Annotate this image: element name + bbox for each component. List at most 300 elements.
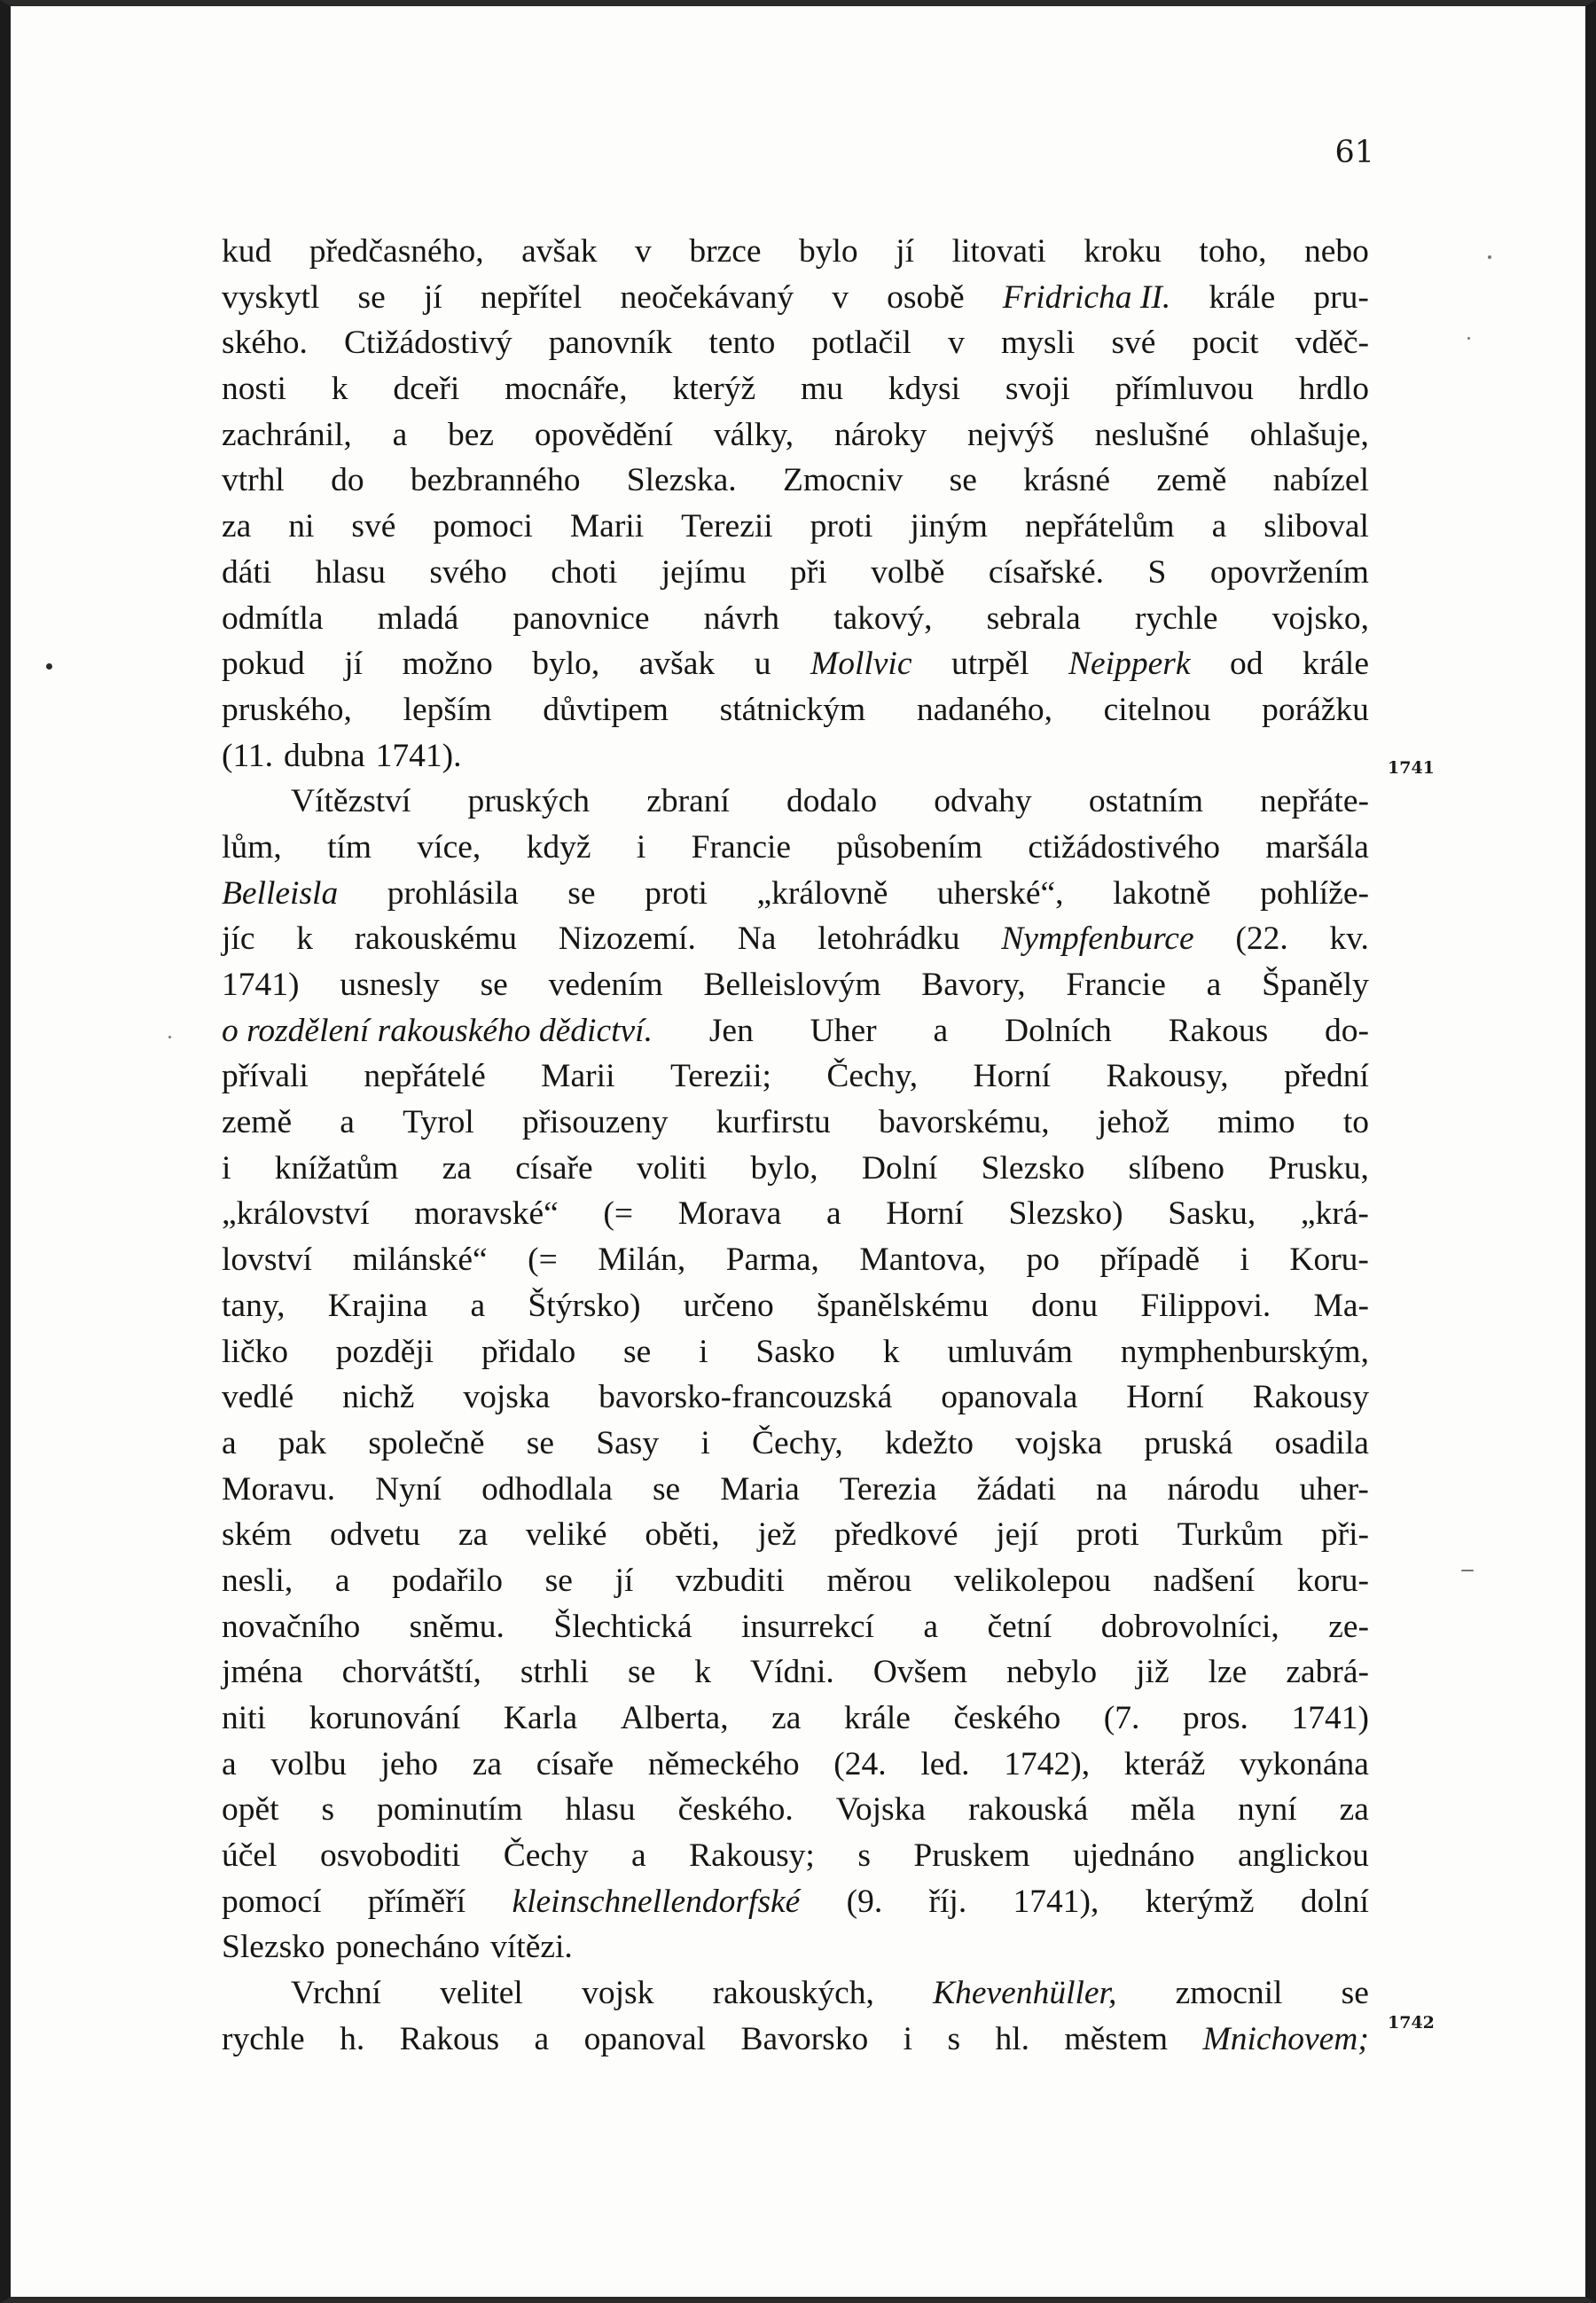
word: mysli [1000,325,1076,362]
word: později [335,1333,434,1370]
word: rakouských, [712,1975,874,2012]
word: osobě [887,278,965,316]
word: maršála [1265,828,1369,866]
word: odmítla [222,599,324,637]
word: v [948,325,965,362]
word: císaře [536,1745,614,1782]
margin-year-note: 1741 [1388,758,1435,778]
word: „království [222,1195,370,1233]
word: na [1096,1470,1128,1508]
word: oběti, [645,1516,720,1554]
word: od [1230,646,1264,683]
word: jíc [222,920,255,958]
word: pominutím [376,1791,523,1829]
word: vděč- [1295,325,1369,362]
word: i [700,1424,710,1461]
word: Rakousy; [689,1837,815,1875]
word: státnickým [719,691,866,728]
word: pomoci [433,508,533,545]
word: nadšení [1153,1562,1256,1599]
word: Vídni. [750,1654,834,1691]
word: umluvám [947,1333,1073,1370]
text-line [222,1329,1369,1375]
word: národu [1167,1470,1260,1508]
word: velikolepou [953,1562,1111,1599]
word: při- [1320,1516,1369,1554]
word: vítězi. [490,1929,573,1966]
word: opanovala [941,1379,1078,1416]
word: sebrala [986,599,1081,637]
word: S [1147,553,1167,591]
word: ličko [222,1333,288,1370]
text-line [222,1283,1369,1329]
word: vedlé [222,1379,294,1416]
word: kv. [1329,920,1369,958]
word: Mnichovem; [1202,2020,1369,2057]
word: když [526,828,591,866]
word: Rakous [1168,1012,1269,1049]
word: Vítězství [291,783,411,820]
text-line [222,1970,1369,2017]
word: to [1342,1104,1369,1141]
word: lepším [403,691,492,728]
word: Pruskem [913,1837,1030,1875]
word: mocnáře, [505,371,628,408]
word: sliboval [1264,508,1369,545]
word: slíbeno [1128,1149,1224,1187]
word: jehož [1097,1104,1170,1141]
word: příměří [367,1883,466,1920]
word: Dolní [861,1149,938,1187]
word: hrdlo [1298,371,1369,408]
word: a [334,1562,350,1599]
text-line [222,596,1369,642]
word: hlasu [565,1791,636,1829]
word: po [1026,1242,1060,1279]
word: (11. [222,737,273,774]
word: Francie [691,828,792,866]
text-line [222,1054,1369,1100]
word: knížatům [274,1149,399,1187]
word: s [947,2020,961,2057]
word: předčasného, [309,233,484,270]
text-line [222,366,1369,412]
margin-year-note: 1742 [1388,2013,1435,2033]
word: za [222,508,252,545]
word: se [480,967,508,1003]
word: pruská [1144,1424,1233,1461]
word: pohlíže- [1260,874,1369,912]
word: Belleisla [222,874,339,912]
text-line [222,1879,1369,1925]
word: „krá- [1300,1195,1369,1233]
word: milánské“ [352,1242,488,1279]
word: českého [953,1700,1061,1736]
word: jiným [910,508,988,545]
text-line [222,1191,1369,1237]
text-line [222,275,1369,321]
word: bylo, [750,1149,818,1187]
word: k [694,1654,711,1691]
word: vojska [1015,1424,1103,1461]
word: kdežto [885,1424,974,1461]
word: kteráž [1123,1745,1206,1782]
word: Ctižádostivý [344,325,512,362]
word: Slezsko [222,1929,325,1966]
word: Terezii [681,508,773,545]
word: země [1156,462,1227,499]
word: proti [810,508,873,545]
word: Belleislovým [703,967,881,1003]
word: měrou [826,1562,912,1599]
word: (22. [1235,920,1288,958]
word: 1741), [1013,1883,1099,1920]
word: nymphenburským, [1120,1333,1369,1370]
word: donu [1031,1287,1099,1324]
word: anglickou [1238,1837,1369,1875]
word: se [623,1333,652,1370]
word: (9. [846,1883,883,1920]
word: opět [222,1791,279,1829]
word: se [567,874,596,912]
margin-ink-dot [46,663,52,670]
word: jeho [380,1745,439,1782]
word: ze- [1328,1608,1369,1645]
word: nichž [342,1379,415,1416]
word: veliké [525,1516,607,1554]
word: ském [222,1516,293,1554]
word: nepřátelům [1024,508,1175,545]
word: do- [1325,1012,1369,1049]
word: kleinschnellendorfské [512,1883,801,1920]
word: císařské. [988,553,1105,591]
word: dodalo [786,783,878,820]
word: a [1206,967,1222,1003]
text-line [222,779,1369,825]
word: a [534,2020,550,2057]
word: voliti [637,1149,708,1187]
word: kterýž [672,371,756,408]
word: bylo, [532,646,600,683]
word: jména [222,1654,303,1691]
text-line [222,916,1369,962]
word: letohrádku [818,920,960,958]
word: opovržením [1209,553,1369,591]
word: mladá [377,599,459,637]
text-line [222,1924,1369,1970]
word: i [222,1149,231,1187]
word: a [222,1745,237,1782]
word: svoji [1005,371,1070,408]
word: lakotně [1113,874,1211,912]
word: kdysi [888,371,961,408]
word: Bavorsko [740,2020,869,2057]
word: osvoboditi [319,1837,461,1875]
word: Čechy [503,1837,589,1875]
word: se [949,462,977,499]
word: opanoval [583,2020,707,2057]
word: Horní [1126,1379,1204,1416]
word: niti [222,1700,267,1736]
word: rychle [222,2020,305,2057]
word: Prusku, [1268,1149,1369,1187]
word: ctižádostivého [1028,828,1220,866]
word: vzbuditi [675,1562,785,1599]
word: za [771,1700,802,1736]
word: vojsk [582,1975,654,2012]
word: pruských [467,783,591,820]
word: Vojska [835,1791,927,1829]
word: kroku [1084,233,1162,270]
text-line [222,320,1369,366]
word: působením [836,828,982,866]
word: moravské“ [414,1195,559,1233]
word: za [458,1516,489,1554]
text-line [222,1421,1369,1467]
word: v [832,278,849,316]
word: kterýmž [1145,1883,1255,1920]
word: určeno [683,1287,774,1324]
word: led. [920,1745,970,1782]
word: se [652,1470,681,1508]
text-line [222,1008,1369,1054]
word: Nympfenburce [1001,920,1194,958]
word: nadaného, [916,691,1052,728]
word: Krajina [327,1287,428,1324]
word: nebo [1303,233,1369,270]
word: podařilo [392,1562,504,1599]
word: proti [1076,1516,1139,1554]
word: případě [1099,1242,1200,1279]
word: přívali [222,1058,309,1095]
word: předkové [833,1516,958,1554]
word: Milán, [598,1242,686,1279]
word: Vrchní [291,1975,381,2012]
word: německého [647,1745,800,1782]
word: Ovšem [872,1654,968,1691]
word: zabrá- [1286,1654,1369,1691]
word: Marii [541,1058,615,1095]
word: českého. [677,1791,794,1829]
word: Dolních [1004,1012,1112,1049]
word: Parma, [725,1242,819,1279]
word: 1741) [222,967,300,1003]
word: krále [1303,646,1369,683]
word: Zmocniv [782,462,904,499]
word: usnesly [340,967,440,1003]
word: bez [448,416,495,453]
word: krále [843,1700,911,1736]
word: k [296,920,313,958]
word: lze [1208,1654,1248,1691]
word: nesli, [222,1562,293,1599]
word: do [331,462,364,499]
word: lům, [222,828,282,866]
word: přední [1284,1058,1369,1095]
word: novačního [222,1608,361,1645]
word: avšak [638,646,716,683]
word: a [1211,508,1227,545]
word: brzce [689,233,762,270]
word: insurrekcí [740,1608,874,1645]
word: Mantova, [859,1242,987,1279]
word: Koru- [1289,1242,1369,1279]
word: Horní [973,1058,1052,1095]
word: její [996,1516,1039,1554]
word: tento [708,325,776,362]
word: se [526,1424,555,1461]
word: země [222,1104,293,1141]
word: jí [614,1562,634,1599]
word: přímluvou [1115,371,1254,408]
word: návrh [703,599,779,637]
word: se [628,1654,656,1691]
word: 1741) [1291,1700,1369,1736]
word: mu [801,371,843,408]
text-line [222,962,1369,1008]
word: Terezia [839,1470,937,1508]
word: Jen [708,1012,754,1049]
word: ni [288,508,315,545]
word: důvtipem [543,691,669,728]
word: Slezska. [626,462,737,499]
word: za [1339,1791,1369,1829]
word: účel [222,1837,278,1875]
word: nepřáte- [1260,783,1369,820]
word: odvetu [329,1516,421,1554]
paper-speck [168,1036,171,1038]
word: a [470,1287,486,1324]
word: bylo [799,233,858,270]
word: Filippovi. [1140,1287,1271,1324]
text-line [222,458,1369,504]
word: Sasku, [1168,1195,1256,1233]
word: uherské“, [936,874,1064,912]
word: říj. [928,1883,967,1920]
word: odhodlala [481,1470,613,1508]
word: koru- [1296,1562,1369,1599]
word: jí [344,646,364,683]
word: o rozdělení rakouského dědictví. [222,1012,653,1049]
word: vtrhl [222,462,285,499]
word: dobrovolníci, [1100,1608,1279,1645]
word: nepřátelé [364,1058,486,1095]
word: mimo [1217,1104,1295,1141]
word: společně [368,1424,485,1461]
word: dáti [222,553,272,591]
word: neočekávaný [620,278,794,316]
word: vedením [548,967,663,1003]
word: prohlásila [387,874,519,912]
word: odvahy [934,783,1032,820]
word: jež [757,1516,797,1554]
text-line [222,687,1369,733]
word: Horní [886,1195,964,1233]
word: h. [340,2020,365,2057]
word: pru- [1313,278,1369,316]
word: Fridricha II. [1002,278,1171,316]
text-line [222,2017,1369,2063]
word: volbu [270,1745,347,1782]
word: Rakous [399,2020,500,2057]
word: ského. [222,325,308,362]
word: a [631,1837,646,1875]
word: Alberta, [620,1700,729,1736]
word: pros. [1182,1700,1248,1736]
text-line [222,733,1369,779]
word: přisouzeny [521,1104,669,1141]
word: Nyní [375,1470,442,1508]
word: tím [327,828,372,866]
word: nabízel [1272,462,1369,499]
word: k [331,371,348,408]
page-number: 61 [1334,135,1374,170]
word: pak [278,1424,327,1461]
word: jejímu [661,553,747,591]
word: i [1240,1242,1249,1279]
word: Khevenhüller, [933,1975,1117,2012]
text-line [222,229,1369,275]
word: choti [551,553,618,591]
text-line [222,1146,1369,1192]
text-line [222,1512,1369,1558]
word: opovědění [534,416,674,453]
word: Neipperk [1068,646,1191,683]
word: rakouskému [354,920,518,958]
word: dceři [393,371,460,408]
word: městem [1064,2020,1169,2057]
text-line [222,550,1369,596]
word: vykonána [1240,1745,1369,1782]
word: avšak [521,233,598,270]
word: Slezsko [981,1149,1085,1187]
word: Štýrsko) [528,1287,641,1324]
word: ostatním [1088,783,1204,820]
text-line [222,641,1369,687]
word: 1741). [375,737,462,774]
word: k [882,1333,900,1370]
word: Uher [810,1012,877,1049]
word: zbraní [646,783,730,820]
word: i [903,2020,913,2057]
word: možno [402,646,493,683]
word: takový, [833,599,933,637]
word: uher- [1299,1470,1369,1508]
word: při [789,553,827,591]
word: volbě [871,553,945,591]
word: pruského, [222,691,352,728]
word: litovati [951,233,1046,270]
word: přidalo [481,1333,576,1370]
word: Sasko [755,1333,835,1370]
word: zmocnil [1175,1975,1283,2012]
text-line [222,1100,1369,1146]
word: chorvátští, [341,1654,481,1691]
word: sněmu. [409,1608,505,1645]
word: osadila [1274,1424,1369,1461]
text-line [222,1467,1369,1513]
word: i [699,1333,708,1370]
word: svého [429,553,507,591]
text-line [222,1696,1369,1742]
word: nepřítel [480,278,583,316]
word: již [1136,1654,1170,1691]
word: dolní [1300,1883,1369,1920]
text-line [222,1787,1369,1833]
text-line [222,871,1369,917]
word: Mollvic [810,646,912,683]
word: bavorsko-francouzská [598,1379,893,1416]
